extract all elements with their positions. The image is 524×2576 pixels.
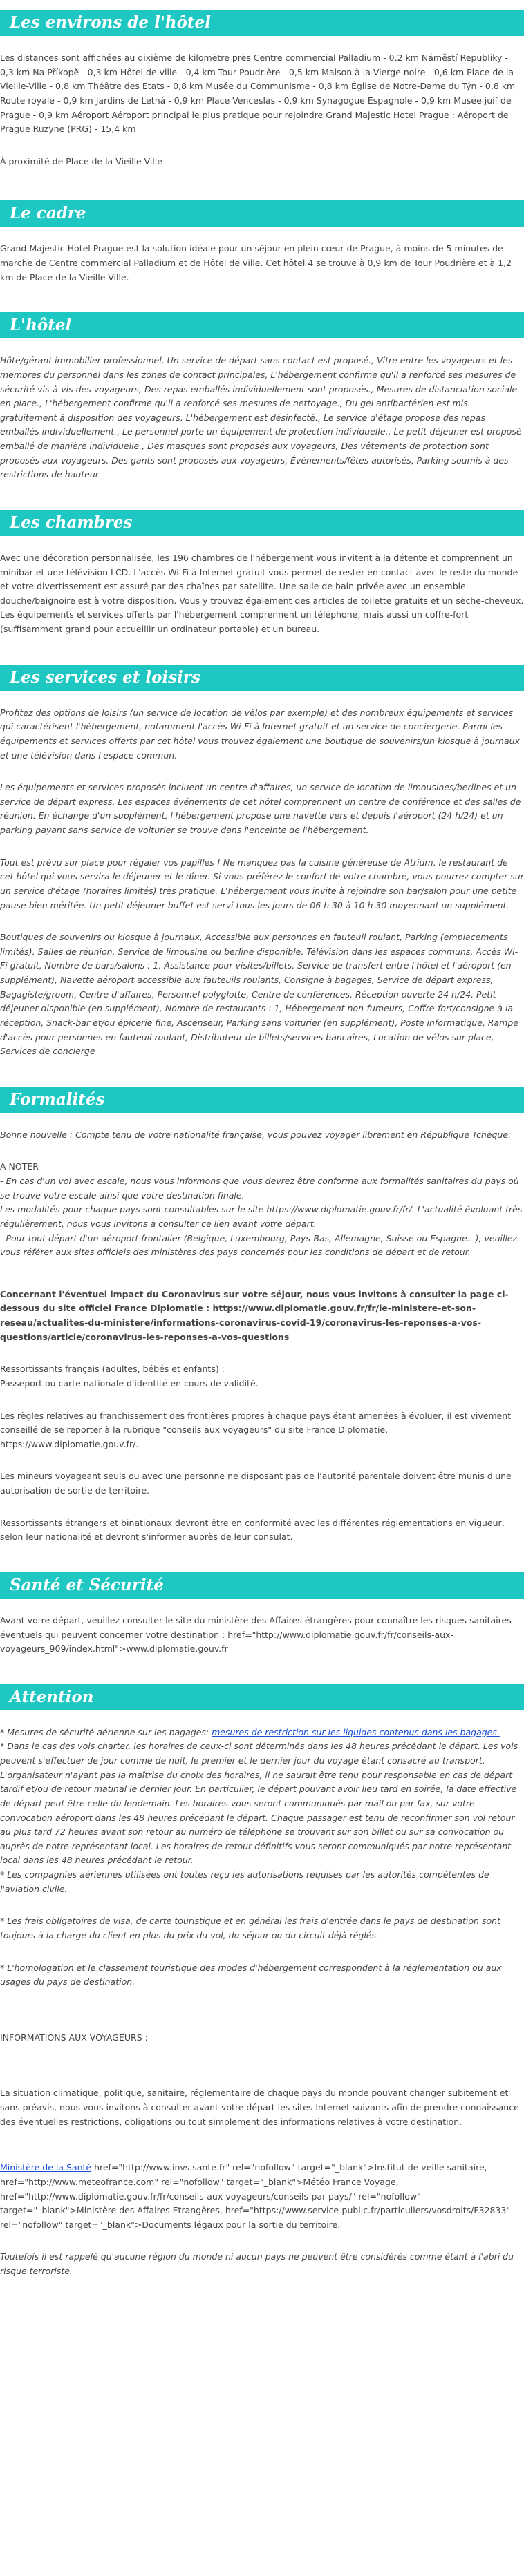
services-p2: Les équipements et services proposés incluent un centre d'affaires, un service de location de limousines/berlines et un service de départ express. Les espaces événements de cet hôtel comprennent un centre de conférence et des salles de réunion. En échange d'un supplément, l'hébergement propose une navette vers et depuis l'aéroport (24 h/24) et un parking payant sans service de voiturier se trouve dans l'enceinte de l'hébergement.	[0, 782, 521, 835]
attention-a2: * Dans le cas des vols charter, les horaires de ceux-ci sont déterminés dans les 48 heures précédant le départ. Les vols peuvent s'effectuer de jour comme de nuit, le premier et le dernier jour du voyage étant consacré au transport. L'organisateur n'ayant pas la maîtrise du choix des horaires, il ne saurait être tenu pour responsable en cas de départ tardif et/ou de retour matinal le dernier jour. En particulier, le départ pouvant avoir lieu tard en soirée, la date effective de départ peut être celle du lendemain. Les horaires vous seront communiqués par mail ou par fax, sur votre convocation aéroport dans les 48 heures précédant le départ. Chaque passager est tenu de reconfirmer son vol retour au plus tard 72 heures avant son retour au numéro de téléphone se trouvant sur son billet ou sur sa convocation ou auprès de notre représentant local. Les horaires de retour définitifs vous seront communiqués par notre représentant local dans les 48 heures précédant le retour.	[0, 1741, 518, 1866]
attention-closing: Toutefois il est rappelé qu'aucune région du monde ni aucun pays ne peuvent être considérés comme étant à l'abri du risque terroriste.	[0, 2251, 514, 2276]
chambres-text: Avec une décoration personnalisée, les 196 chambres de l'hébergement vous invitent à la détente et comprennent un minibar et une télévision LCD. L'accès Wi-Fi à Internet gratuit vous permet de rester en contact avec le reste du monde et votre divertissement est assuré par des chaînes par satellite. Une salle de bain privée avec un ensemble douche/baignoire est à votre disposition. Vous y trouvez également des articles de toilette gratuits et un sèche-cheveux. Les équipements et services offerts par l'hébergement comprennent un téléphone, mais aussi un coffre-fort (suffisamment grand pour accueillir un ordinateur portable) et un bureau.	[0, 552, 524, 634]
formalites-adults-block	[0, 1362, 524, 1391]
formalites-note-label: A NOTER	[0, 1161, 39, 1172]
attention-a1-text: * Mesures de sécurité aérienne sur les bagages:	[0, 1726, 212, 1737]
formalites-adults-label: Ressortissants français (adultes, bébés et enfants) :	[0, 1364, 225, 1375]
section-title-attention: Attention	[0, 1684, 524, 1710]
attention-situation: La situation climatique, politique, sanitaire, réglementaire de chaque pays du monde pouvant changer subitement et sans préavis, nous vous invitons à consulter avant votre départ les sites Internet suivants afin de prendre connaissance des éventuelles restrictions, obligations ou tout simplement des informations relatives à votre destination.	[0, 2088, 519, 2127]
section-title-services: Les services et loisirs	[0, 665, 524, 691]
services-p4: Boutiques de souvenirs ou kiosque à journaux, Accessible aux personnes en fauteuil roulant, Parking (emplacements limités), Salles de réunion, Service de limousine ou berline disponible, Télévision dans les espaces communs, Accès Wi-Fi gratuit, Nombre de bars/salons : 1, Assistance pour visites/billets, Service de transfert entre l'hôtel et l'aéroport (en supplément), Navette aéroport accessible aux fauteuils roulants, Consigne à bagages, Service de départ express, Bagagiste/groom, Centre d'affaires, Personnel polyglotte, Centre de conférences, Réception ouverte 24 h/24, Petit-déjeuner disponible (en supplément), Nombre de restaurants : 1, Hébergement non-fumeurs, Coffre-fort/consigne à la réception, Snack-bar et/ou épicerie fine, Ascenseur, Parking sans voiturier (en supplément), Poste informatique, Rampe d'accès pour personnes en fauteuil roulant, Distributeur de billets/services bancaires, Location de vélos sur place, Services de concierge	[0, 932, 518, 1057]
environs-nearby: À proximité de Place de la Vieille-Ville	[0, 155, 162, 166]
attention-info-label: INFORMATIONS AUX VOYAGEURS :	[0, 2032, 148, 2043]
hotel-text: Hôte/gérant immobilier professionnel, Un service de départ sans contact est proposé., Vitre entre les voyageurs et les membres du personnel dans les zones de contact principales, L'hébergement confirme qu'il a renforcé ses mesures de sécurité vis-à-vis des voyageurs, Des repas emballés individuellement sont proposés., Mesures de distanciation sociale en place., L'hébergement confirme qu'il a renforcé ses mesures de nettoyage., Du gel antibactérien est mis gratuitement à disposition des voyageurs, L'hébergement est désinfecté., Le service d'étage propose des repas emballés individuellement., Le personnel porte un équipement de protection individuelle., Le petit-déjeuner est proposé emballé de manière individuelle., Des masques sont proposés aux voyageurs, Des vêtements de protection sont proposés aux voyageurs, Des gants sont proposés aux voyageurs, Événements/fêtes autorisés, Parking soumis à des restrictions de hauteur	[0, 355, 522, 480]
section-title-sante: Santé et Sécurité	[0, 1572, 524, 1599]
formalites-intro: Bonne nouvelle : Compte tenu de votre nationalité française, vous pouvez voyager librement en République Tchèque.	[0, 1129, 512, 1140]
attention-a3: * Les compagnies aériennes utilisées ont toutes reçu les autorisations requises par les autorités compétentes de l'aviation civile.	[0, 1869, 489, 1894]
formalites-note-1: - En cas d'un vol avec escale, nous vous informons que vous devrez être conforme aux formalités sanitaires du pays où se trouve votre escale ainsi que votre destination finale.	[0, 1176, 519, 1201]
section-title-chambres: Les chambres	[0, 510, 524, 536]
formalites-minors: Les mineurs voyageant seuls ou avec une personne ne disposant pas de l'autorité parentale doivent être munis d'une autorisation de sortie de territoire.	[0, 1471, 512, 1496]
formalites-foreign-text: devront être en conformité avec les différentes réglementations en vigueur, selon leur nationalité et devront s'informer auprès de leur consulat.	[0, 1517, 505, 1543]
formalites-note-2: Les modalités pour chaque pays sont consultables sur le site https://www.diplomatie.gouv.fr/fr/. L'actualité évoluant très régulièrement, nous vous invitons à consulter ce lien avant votre départ.	[0, 1204, 523, 1229]
services-p3: Tout est prévu sur place pour régaler vos papilles ! Ne manquez pas la cuisine généreuse de Atrium, le restaurant de cet hôtel qui vous servira le déjeuner et le dîner. Si vous préférez le confort de votre chambre, vous pourrez compter sur un service d'étage (horaires limités) très pratique. L'hébergement vous invite à rejoindre son bar/salon pour une petite pause bien méritée. Un petit déjeuner buffet est servi tous les jours de 06 h 30 à 10 h 30 moyennant un supplément.	[0, 857, 524, 910]
attention-links	[0, 2161, 524, 2232]
formalites-foreign	[0, 1516, 524, 1545]
section-title-hotel: L'hôtel	[0, 312, 524, 338]
formalites-foreign-label: Ressortissants étrangers et binationaux	[0, 1517, 173, 1528]
environs-text: Les distances sont affichées au dixième de kilomètre près Centre commercial Palladium - 0,2 km Náměstí Republiky - 0,3 km Na Příkopě - 0,3 km Hôtel de ville - 0,4 km Tour Poudrière - 0,5 km Maison à la Vierge noire - 0,6 km Place de la Vieille-Ville - 0,8 km Théâtre des Etats - 0,8 km Musée du Communisme - 0,8 km Église de Notre-Dame du Týn - 0,8 km Route royale - 0,9 km Jardins de Letná - 0,9 km Place Venceslas - 0,9 km Synagogue Espagnole - 0,9 km Musée juif de Prague - 0,9 km Aéroport Aéroport principal le plus pratique pour rejoindre Grand Majestic Hotel Prague : Aéroport de Prague Ruzyne (PRG) - 15,4 km	[0, 53, 516, 135]
section-title-formalites: Formalités	[0, 1087, 524, 1113]
attention-a5: * L'homologation et le classement touristique des modes d'hébergement correspondent à la réglementation ou aux usages du pays de destination.	[0, 1962, 502, 1987]
attention-a1	[0, 1726, 524, 1740]
formalites-covid: Concernant l'éventuel impact du Coronavirus sur votre séjour, nous vous invitons à consulter la page ci-dessous du site officiel France Diplomatie : https://www.diplomatie.gouv.fr/fr/le-ministere-et-son-reseau/actualites-du-ministere/informations-coronavirus-covid-19/coronavirus-les-reponses-a-vos-questions/article/coronavirus-les-reponses-a-vos-questions	[0, 1288, 509, 1342]
attention-a4: * Les frais obligatoires de visa, de carte touristique et en général les frais d'entrée dans le pays de destination sont toujours à la charge du client en plus du prix du vol, du séjour ou du circuit déjà réglés.	[0, 1916, 500, 1940]
formalites-adults-text: Passeport ou carte nationale d'identité en cours de validité.	[0, 1377, 259, 1389]
formalites-rules: Les règles relatives au franchissement des frontières propres à chaque pays étant amenées à évoluer, il est vivement conseillé de se reporter à la rubrique "conseils aux voyageurs" du site France Diplomatie, https://www.diplomatie.gouv.fr/.	[0, 1410, 512, 1449]
sante-text: Avant votre départ, veuillez consulter le site du ministère des Affaires étrangères pour connaître les risques sanitaires éventuels qui peuvent concerner votre destination : href="http://www.diplomatie.gouv.fr/fr/conseils-aux-voyageurs_909/index.html">www.diplomatie.gouv.fr	[0, 1614, 512, 1654]
page	[0, 10, 524, 2300]
formalites-note-3: - Pour tout départ d'un aéroport frontalier (Belgique, Luxembourg, Pays-Bas, Allemagne, Suisse ou Espagne...), veuillez vous référer aux sites officiels des ministères des pays concernés pour les conditions de départ et de retour.	[0, 1232, 518, 1258]
services-p1: Profitez des options de loisirs (un service de location de vélos par exemple) et des nombreux équipements et services qui caractérisent l'hébergement, notamment l'accès Wi-Fi à Internet gratuit et un service de conciergerie. Parmi les équipements et services offerts par cet hôtel vous trouvez également une boutique de souvenirs/un kiosque à journaux et une télévision dans l'espace commun.	[0, 707, 520, 761]
section-title-environs: Les environs de l'hôtel	[0, 10, 524, 36]
attention-links-text: href="http://www.invs.sante.fr" rel="nofollow" target="_blank">Institut de veille sanitaire, href="http://www.meteofrance.com" rel="nofollow" target="_blank">Météo France Voyage, href="http://www.diplomatie.gouv.fr/fr/conseils-aux-voyageurs/conseils-par-pays/" rel="nofollow" target="_blank">Ministère des Affaires Etrangères, href="https://www.service-public.fr/particuliers/vosdroits/F32833" rel="nofollow" target="_blank">Documents légaux pour la sortie du territoire.	[0, 2162, 511, 2230]
ministry-health-link[interactable]: Ministère de la Santé	[0, 2162, 92, 2173]
formalites-note-block	[0, 1160, 524, 1259]
cadre-text: Grand Majestic Hotel Prague est la solution idéale pour un séjour en plein cœur de Prague, à moins de 5 minutes de marche de Centre commercial Palladium et de Hôtel de ville. Cet hôtel 4 se trouve à 0,9 km de Tour Poudrière et à 1,2 km de Place de la Vieille-Ville.	[0, 243, 512, 283]
section-title-cadre: Le cadre	[0, 200, 524, 227]
liquids-restriction-link[interactable]: mesures de restriction sur les liquides contenus dans les bagages.	[212, 1726, 500, 1737]
